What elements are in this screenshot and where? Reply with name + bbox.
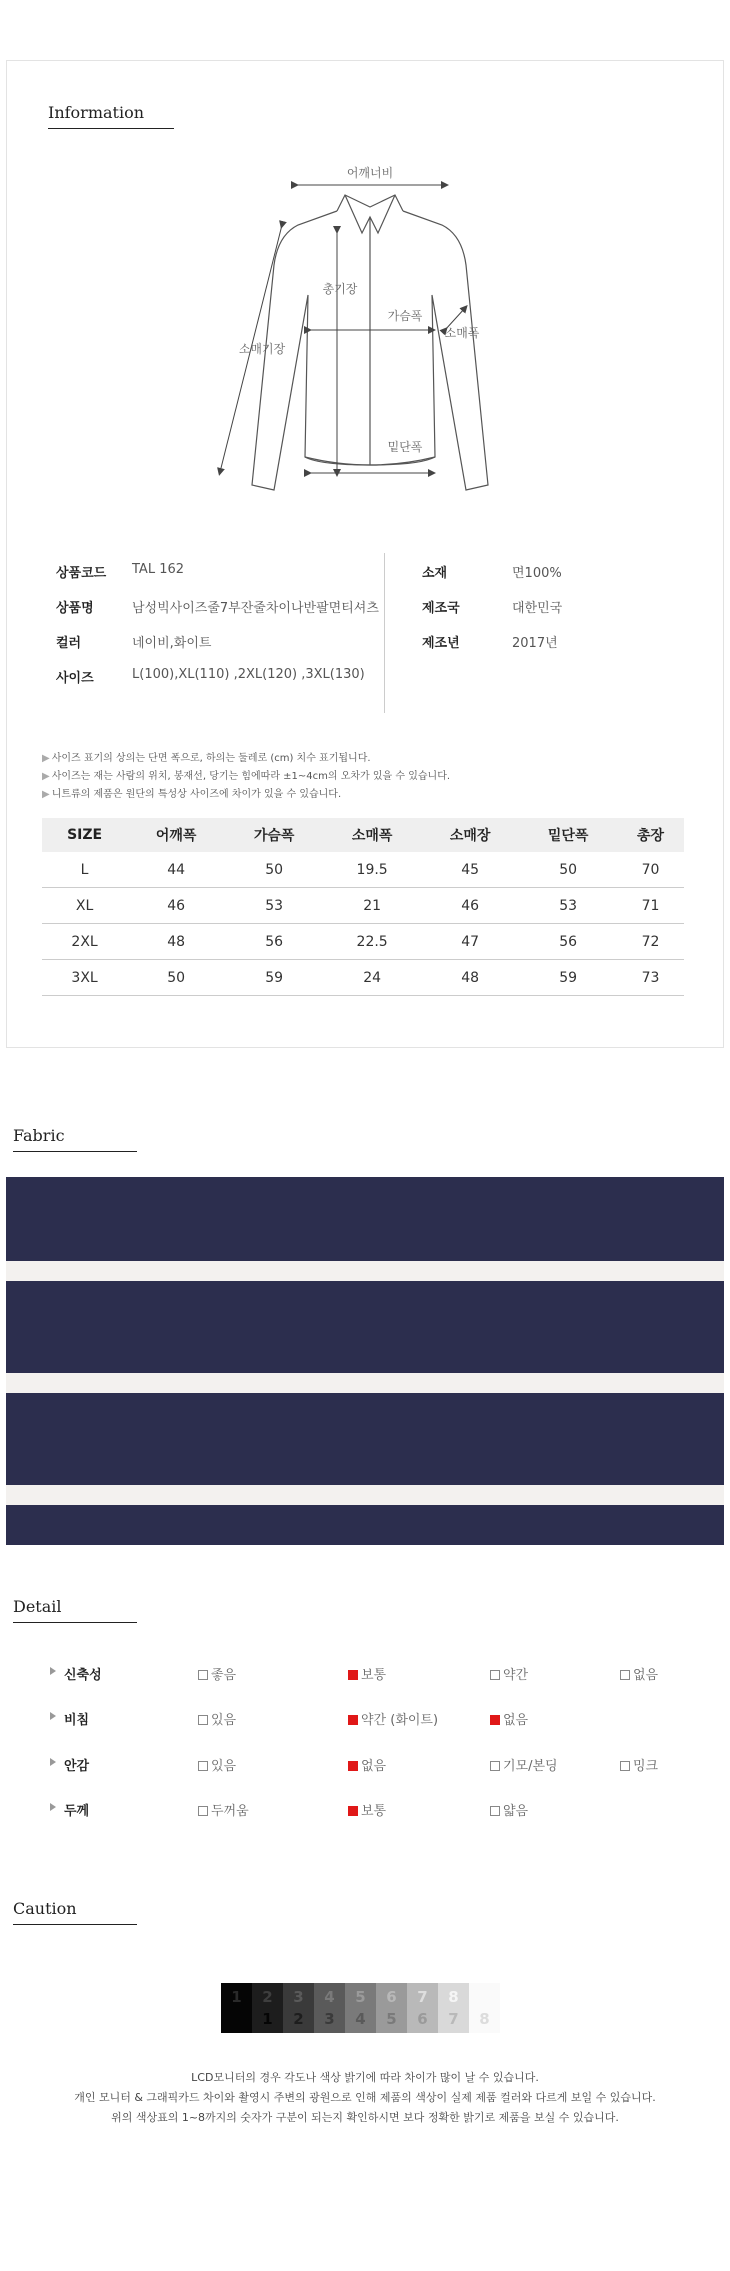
table-cell: 48 bbox=[421, 960, 519, 996]
spec-row bbox=[56, 632, 376, 667]
detail-row-transparency bbox=[50, 1709, 690, 1731]
specs-right bbox=[422, 562, 682, 667]
table-header: SIZE bbox=[42, 818, 127, 852]
swatch-bottom-number: 1 bbox=[262, 2010, 273, 2028]
triangle-right-icon bbox=[50, 1758, 56, 1766]
detail-option[interactable]: 밍크 bbox=[620, 1755, 658, 1774]
spec-value: L(100),XL(110) ,2XL(120) ,3XL(130) bbox=[132, 667, 365, 682]
spec-value: 2017년 bbox=[512, 636, 558, 651]
swatch-bottom-number: 3 bbox=[324, 2010, 335, 2028]
arrow-right-icon: ▶ bbox=[42, 753, 50, 764]
table-header-row bbox=[42, 818, 684, 852]
table-cell: 44 bbox=[127, 852, 225, 888]
detail-option[interactable]: 얇음 bbox=[490, 1800, 528, 1819]
brightness-swatches bbox=[221, 1983, 500, 2033]
detail-label: 비침 bbox=[64, 1713, 90, 1728]
swatch bbox=[345, 1983, 376, 2033]
detail-option[interactable]: 약간 (화이트) bbox=[348, 1709, 438, 1728]
swatch-top-number: 3 bbox=[293, 1988, 304, 2006]
table-cell: 72 bbox=[617, 924, 684, 960]
swatch bbox=[252, 1983, 283, 2033]
table-row bbox=[42, 924, 684, 960]
swatch bbox=[407, 1983, 438, 2033]
swatch-top-number: 6 bbox=[386, 1988, 397, 2006]
caution-line: 개인 모니터 & 그래픽카드 차이와 촬영시 주변의 광원으로 인해 제품의 색상이 실제 제품 컬러와 다르게 보일 수 있습니다. bbox=[74, 2091, 656, 2104]
table-row bbox=[42, 960, 684, 996]
table-cell: 71 bbox=[617, 888, 684, 924]
caution-line: 위의 색상표의 1~8까지의 숫자가 구분이 되는지 확인하시면 보다 정확한 밝기로 제품을 보실 수 있습니다. bbox=[111, 2111, 619, 2124]
table-cell: 46 bbox=[127, 888, 225, 924]
table-header: 소매장 bbox=[421, 818, 519, 852]
spec-label: 제조국 bbox=[422, 601, 460, 616]
table-cell: 53 bbox=[225, 888, 323, 924]
checkbox-checked[interactable] bbox=[348, 1806, 358, 1816]
shirt-outline bbox=[252, 195, 488, 490]
table-cell: 45 bbox=[421, 852, 519, 888]
swatch bbox=[469, 1983, 500, 2033]
caution-text bbox=[0, 2068, 730, 2128]
swatch-top-number: 2 bbox=[262, 1988, 273, 2006]
detail-option[interactable]: 약간 bbox=[490, 1664, 528, 1683]
detail-option[interactable]: 두꺼움 bbox=[198, 1800, 249, 1819]
triangle-right-icon bbox=[50, 1667, 56, 1675]
table-cell: 47 bbox=[421, 924, 519, 960]
table-header: 가슴폭 bbox=[225, 818, 323, 852]
note-line: ▶ 사이즈 표기의 상의는 단면 폭으로, 하의는 둘레로 (cm) 치수 표기됩니다. bbox=[42, 753, 371, 764]
note-line: ▶ 니트류의 제품은 원단의 특성상 사이즈에 차이가 있을 수 있습니다. bbox=[42, 789, 342, 800]
detail-title: Detail bbox=[13, 1597, 137, 1623]
checkbox[interactable] bbox=[490, 1670, 500, 1680]
detail-option[interactable]: 보통 bbox=[348, 1800, 386, 1819]
spec-label: 소재 bbox=[422, 566, 448, 581]
table-cell: 3XL bbox=[42, 960, 127, 996]
spec-value: TAL 162 bbox=[132, 562, 185, 577]
table-cell: 70 bbox=[617, 852, 684, 888]
table-cell: 53 bbox=[519, 888, 617, 924]
table-header: 총장 bbox=[617, 818, 684, 852]
label-sleeve-width: 소매폭 bbox=[444, 326, 480, 340]
checkbox[interactable] bbox=[490, 1761, 500, 1771]
table-cell: 21 bbox=[323, 888, 421, 924]
checkbox[interactable] bbox=[620, 1761, 630, 1771]
checkbox[interactable] bbox=[198, 1761, 208, 1771]
detail-row-lining bbox=[50, 1755, 690, 1777]
swatch-top-number: 1 bbox=[231, 1988, 242, 2006]
table-cell: 22.5 bbox=[323, 924, 421, 960]
detail-option[interactable]: 없음 bbox=[348, 1755, 386, 1774]
swatch bbox=[376, 1983, 407, 2033]
swatch bbox=[314, 1983, 345, 2033]
table-cell: 19.5 bbox=[323, 852, 421, 888]
detail-option[interactable]: 없음 bbox=[490, 1709, 528, 1728]
swatch bbox=[438, 1983, 469, 2033]
spec-label: 제조년 bbox=[422, 636, 460, 651]
size-table bbox=[42, 818, 684, 996]
table-cell: 48 bbox=[127, 924, 225, 960]
checkbox[interactable] bbox=[198, 1715, 208, 1725]
arrow-right-icon: ▶ bbox=[42, 771, 50, 782]
detail-label: 신축성 bbox=[64, 1668, 102, 1683]
detail-row-thickness bbox=[50, 1800, 690, 1822]
table-cell: 50 bbox=[225, 852, 323, 888]
swatch-bottom-number: 4 bbox=[355, 2010, 366, 2028]
size-notes bbox=[42, 750, 450, 804]
table-cell: 59 bbox=[519, 960, 617, 996]
checkbox-checked[interactable] bbox=[348, 1761, 358, 1771]
label-hem: 밑단폭 bbox=[387, 440, 423, 454]
table-header: 소매폭 bbox=[323, 818, 421, 852]
table-cell: 56 bbox=[225, 924, 323, 960]
swatch-top-number: 4 bbox=[324, 1988, 335, 2006]
caution-title: Caution bbox=[13, 1899, 137, 1925]
checkbox-checked[interactable] bbox=[348, 1670, 358, 1680]
table-cell: 2XL bbox=[42, 924, 127, 960]
spec-row bbox=[56, 667, 376, 702]
detail-label: 두께 bbox=[64, 1804, 90, 1819]
spec-value: 남성빅사이즈줄7부잔줄차이나반팔면티셔츠 bbox=[132, 601, 379, 616]
swatch bbox=[221, 1983, 252, 2033]
spec-row bbox=[422, 562, 682, 597]
swatch-top-number: 7 bbox=[417, 1988, 428, 2006]
label-total-length: 총기장 bbox=[322, 282, 358, 296]
spec-row bbox=[56, 597, 379, 632]
spec-row bbox=[56, 562, 376, 597]
detail-option[interactable]: 있음 bbox=[198, 1755, 236, 1774]
spec-label: 상품명 bbox=[56, 601, 94, 616]
label-shoulder: 어깨너비 bbox=[346, 166, 394, 180]
checkbox[interactable] bbox=[198, 1670, 208, 1680]
information-title: Information bbox=[48, 103, 174, 129]
checkbox[interactable] bbox=[198, 1806, 208, 1816]
swatch-top-number: 5 bbox=[355, 1988, 366, 2006]
table-cell: 46 bbox=[421, 888, 519, 924]
table-cell: 24 bbox=[323, 960, 421, 996]
table-cell: 50 bbox=[519, 852, 617, 888]
fabric-title: Fabric bbox=[13, 1126, 137, 1152]
fabric-swatch-image bbox=[6, 1177, 724, 1545]
table-header: 어깨폭 bbox=[127, 818, 225, 852]
detail-label: 안감 bbox=[64, 1759, 90, 1774]
note-line: ▶ 사이즈는 재는 사람의 위치, 봉재선, 당기는 힘에따라 ±1~4cm의 오차가 있을 수 있습니다. bbox=[42, 771, 451, 782]
checkbox-checked[interactable] bbox=[490, 1715, 500, 1725]
triangle-right-icon bbox=[50, 1803, 56, 1811]
table-cell: XL bbox=[42, 888, 127, 924]
spec-row bbox=[422, 597, 682, 632]
spec-value: 면100% bbox=[512, 566, 562, 581]
detail-option[interactable]: 기모/본딩 bbox=[490, 1755, 558, 1774]
table-header: 밑단폭 bbox=[519, 818, 617, 852]
spec-divider bbox=[384, 553, 385, 713]
swatch-bottom-number: 8 bbox=[479, 2010, 490, 2028]
spec-value: 네이비,화이트 bbox=[132, 636, 212, 651]
detail-option[interactable]: 보통 bbox=[348, 1664, 386, 1683]
spec-value: 대한민국 bbox=[512, 601, 563, 616]
detail-row-stretch bbox=[50, 1664, 690, 1686]
swatch-top-number: 8 bbox=[448, 1988, 459, 2006]
swatch bbox=[283, 1983, 314, 2033]
spec-label: 컬러 bbox=[56, 636, 82, 651]
label-chest: 가슴폭 bbox=[387, 309, 423, 323]
swatch-bottom-number: 6 bbox=[417, 2010, 428, 2028]
detail-option[interactable]: 좋음 bbox=[198, 1664, 236, 1683]
table-cell: 59 bbox=[225, 960, 323, 996]
checkbox[interactable] bbox=[490, 1806, 500, 1816]
table-cell: 50 bbox=[127, 960, 225, 996]
spec-row bbox=[422, 632, 682, 667]
caution-line: LCD모니터의 경우 각도나 색상 밝기에 따라 차이가 많이 날 수 있습니다. bbox=[191, 2071, 539, 2084]
label-sleeve-length: 소매기장 bbox=[238, 342, 286, 356]
checkbox[interactable] bbox=[620, 1670, 630, 1680]
spec-label: 사이즈 bbox=[56, 671, 94, 686]
arrow-right-icon: ▶ bbox=[42, 789, 50, 800]
swatch-bottom-number: 7 bbox=[448, 2010, 459, 2028]
table-row bbox=[42, 888, 684, 924]
size-diagram bbox=[200, 155, 540, 505]
checkbox-checked[interactable] bbox=[348, 1715, 358, 1725]
spec-label: 상품코드 bbox=[56, 566, 107, 581]
table-cell: L bbox=[42, 852, 127, 888]
table-cell: 73 bbox=[617, 960, 684, 996]
table-row bbox=[42, 852, 684, 888]
detail-option[interactable]: 없음 bbox=[620, 1664, 658, 1683]
detail-option[interactable]: 있음 bbox=[198, 1709, 236, 1728]
triangle-right-icon bbox=[50, 1712, 56, 1720]
specs-left bbox=[56, 562, 379, 702]
table-cell: 56 bbox=[519, 924, 617, 960]
swatch-bottom-number: 5 bbox=[386, 2010, 397, 2028]
swatch-bottom-number: 2 bbox=[293, 2010, 304, 2028]
